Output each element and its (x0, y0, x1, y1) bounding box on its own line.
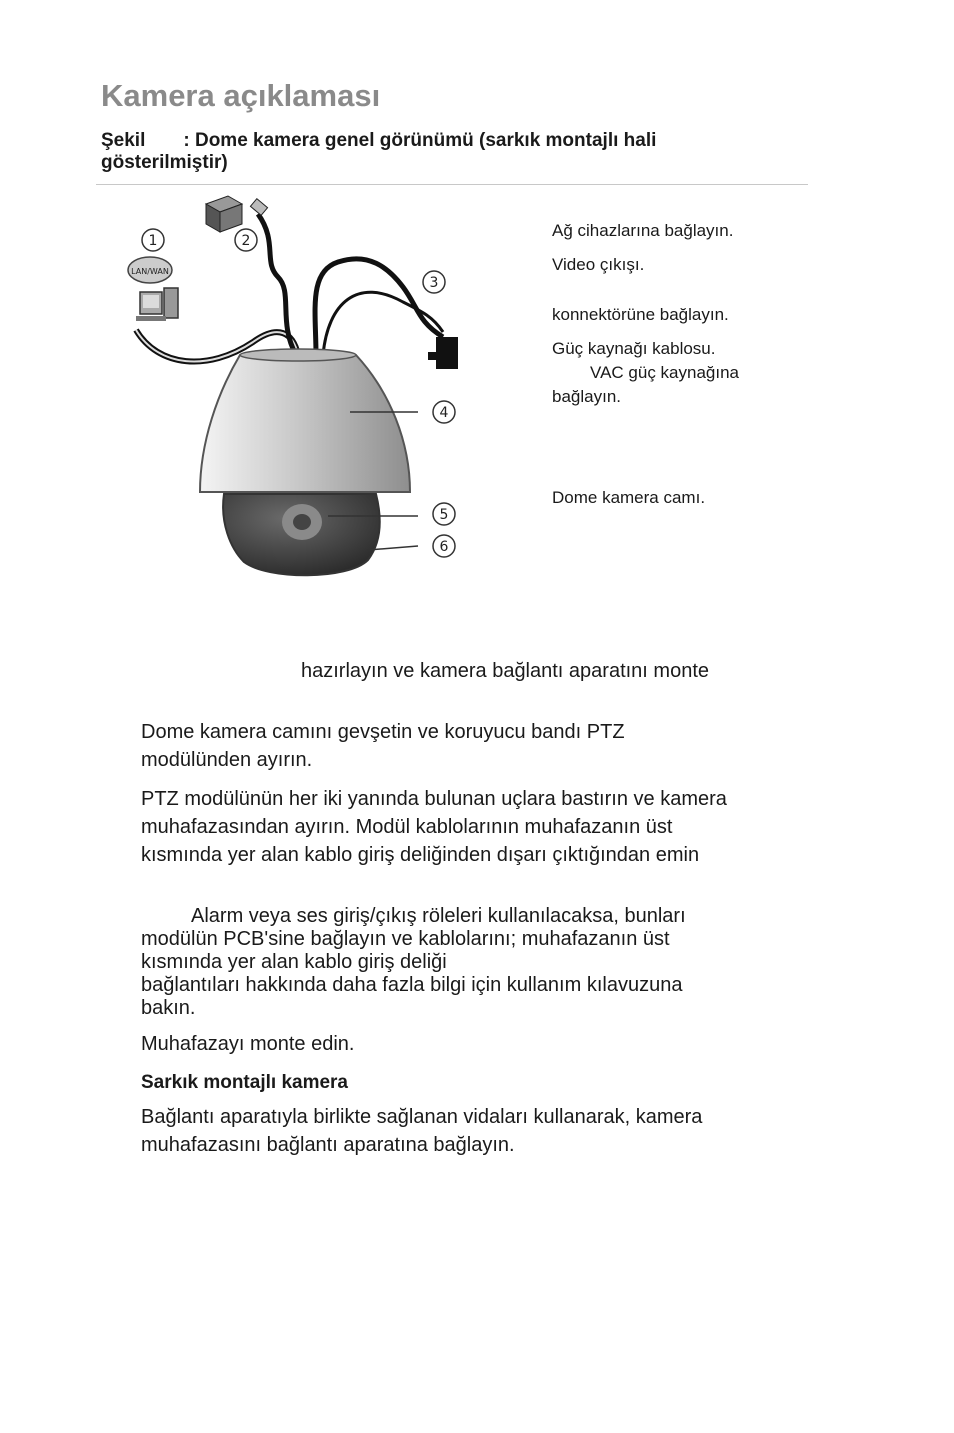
callout-3 (423, 271, 445, 293)
step-1-text (141, 718, 625, 774)
legend-item-4-line-2: VAC güç kaynağına (590, 363, 739, 382)
dome-camera-figure (118, 192, 468, 582)
step-1-line-2: modülünden ayırın. (141, 749, 313, 771)
svg-text:2: 2 (241, 233, 251, 249)
network-label: LAN/WAN (131, 267, 169, 276)
sub-text-line-2: muhafazasını bağlantı aparatına bağlayın. (141, 1134, 515, 1156)
svg-text:3: 3 (429, 275, 439, 291)
svg-text:6: 6 (439, 539, 449, 555)
callout-4 (433, 401, 455, 423)
sub-text-line-1: Bağlantı aparatıyla birlikte sağlanan vidaları kullanarak, kamera (141, 1106, 703, 1128)
camera-housing (200, 355, 410, 492)
legend-item-6: Dome kamera camı. (552, 488, 706, 507)
step-2-line-2: muhafazasından ayırın. Modül kablolarının muhafazanın üst (141, 816, 673, 838)
step-3-text: Muhafazayı monte edin. (141, 1033, 355, 1055)
note-line-1: Alarm veya ses giriş/çıkış röleleri kullanılacaksa, bunları (191, 905, 686, 927)
callout-6 (433, 535, 455, 557)
computer-icon (136, 288, 178, 321)
figure-caption-label: Şekil (101, 130, 146, 151)
page-title: Kamera açıklaması (101, 78, 381, 113)
legend-item-4 (552, 337, 739, 409)
svg-text:1: 1 (148, 233, 158, 249)
step-2-text (141, 785, 727, 869)
note-text (141, 905, 686, 1020)
network-cloud-icon (128, 257, 172, 283)
legend-item-4-line-1: Güç kaynağı kablosu. (552, 339, 716, 358)
legend-item-2: Video çıkışı. (552, 255, 645, 274)
caption-divider (96, 184, 808, 185)
callout-2 (235, 229, 257, 251)
figure-caption (101, 130, 781, 174)
note-line-5: bakın. (141, 997, 196, 1019)
note-line-4: bağlantıları hakkında daha fazla bilgi için kullanım kılavuzuna (141, 974, 683, 996)
step-2-line-1: PTZ modülünün her iki yanında bulunan uçlara bastırın ve kamera (141, 788, 727, 810)
note-line-2: modülün PCB'sine bağlayın ve kablolarını; muhafazanın üst (141, 928, 670, 950)
step-1-line-1: Dome kamera camını gevşetin ve koruyucu bandı PTZ (141, 721, 625, 743)
figure-caption-text: : Dome kamera genel görünümü (sarkık montajlı hali gösterilmiştir) (101, 130, 657, 173)
intro-text: hazırlayın ve kamera bağlantı aparatını monte (301, 660, 710, 682)
legend-item-1: Ağ cihazlarına bağlayın. (552, 221, 734, 240)
callout-5 (433, 503, 455, 525)
svg-text:4: 4 (439, 405, 449, 421)
power-connector (436, 337, 458, 369)
legend-item-3: konnektörüne bağlayın. (552, 305, 729, 324)
sub-text (141, 1103, 702, 1159)
callout-1 (142, 229, 164, 251)
sub-heading: Sarkık montajlı kamera (141, 1072, 348, 1093)
svg-text:5: 5 (439, 507, 449, 523)
legend-item-4-line-3: bağlayın. (552, 387, 621, 406)
step-2-line-3: kısmında yer alan kablo giriş deliğinden dışarı çıktığından emin (141, 844, 700, 866)
note-line-3: kısmında yer alan kablo giriş deliği (141, 951, 447, 973)
power-cable (315, 259, 443, 355)
